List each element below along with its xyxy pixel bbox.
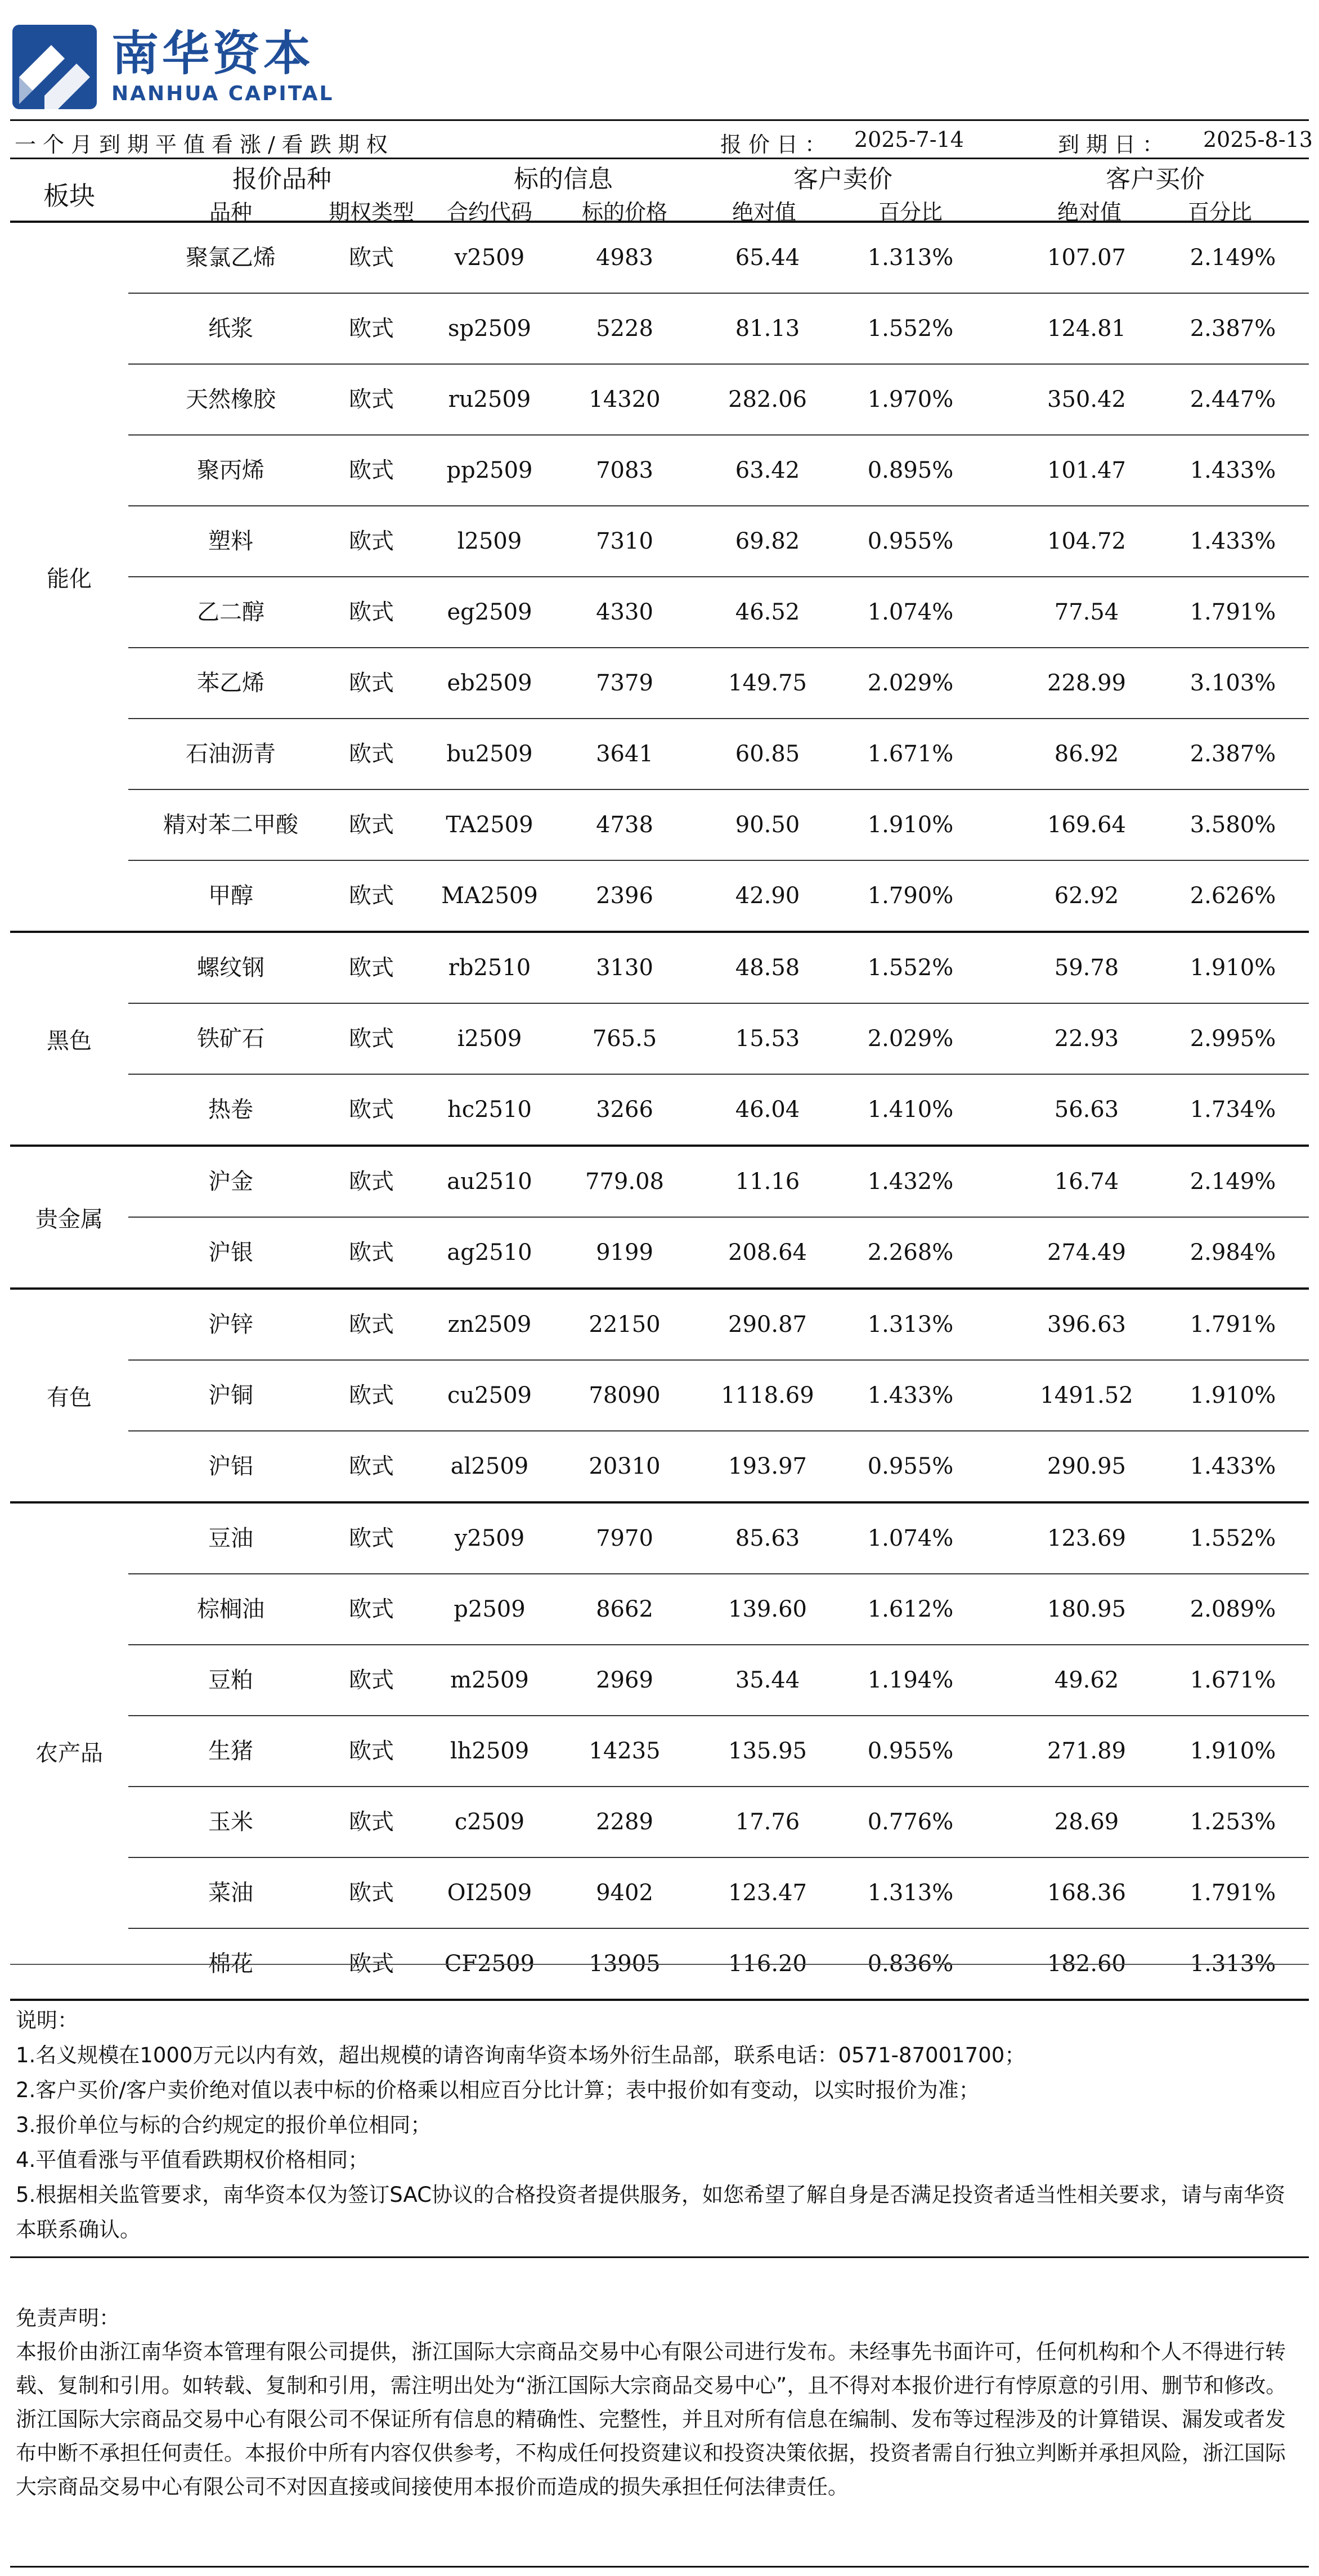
cell-option-type: 欧式	[349, 316, 394, 342]
cell-contract-code: y2509	[454, 1525, 525, 1551]
cell-sell-abs: 42.90	[735, 883, 800, 909]
cell-option-type: 欧式	[349, 1880, 394, 1906]
cell-option-type: 欧式	[349, 670, 394, 696]
cell-option-type: 欧式	[349, 599, 394, 625]
cell-sell-pct: 1.074%	[867, 1525, 954, 1551]
cell-sell-pct: 1.970%	[867, 387, 954, 412]
note-item: 4.平值看涨与平值看跌期权价格相同；	[16, 2148, 369, 2172]
cell-sell-pct: 1.194%	[867, 1667, 954, 1693]
table-row	[128, 1431, 1309, 1501]
cell-underlying-price: 4738	[596, 812, 653, 838]
top-rule	[10, 119, 1309, 121]
cell-buy-abs: 1491.52	[1040, 1383, 1133, 1408]
cell-contract-code: ru2509	[448, 387, 531, 412]
cell-underlying-price: 20310	[589, 1453, 661, 1479]
cell-buy-pct: 1.910%	[1190, 1383, 1276, 1408]
cell-sell-pct: 1.910%	[867, 812, 954, 838]
cell-underlying-price: 7083	[596, 457, 653, 483]
cell-sell-abs: 15.53	[735, 1026, 800, 1052]
cell-variety: 天然橡胶	[186, 387, 276, 412]
table-row	[128, 648, 1309, 719]
cell-buy-pct: 1.253%	[1190, 1809, 1276, 1835]
cell-buy-abs: 22.93	[1054, 1026, 1119, 1052]
header-sell-pct: 百分比	[878, 200, 943, 225]
table-bottom-spacer	[10, 1964, 1309, 1965]
cell-option-type: 欧式	[349, 741, 394, 767]
cell-underlying-price: 7310	[596, 528, 653, 554]
cell-underlying-price: 8662	[596, 1596, 653, 1622]
cell-variety: 沪银	[208, 1240, 253, 1265]
cell-buy-abs: 86.92	[1054, 741, 1119, 767]
table-row	[128, 436, 1309, 506]
sector-label: 能化	[47, 566, 92, 592]
cell-buy-abs: 28.69	[1054, 1809, 1119, 1835]
cell-buy-pct: 1.433%	[1190, 1453, 1276, 1479]
cell-buy-abs: 123.69	[1047, 1525, 1126, 1551]
cell-underlying-price: 4330	[596, 599, 653, 625]
cell-option-type: 欧式	[349, 1026, 394, 1052]
note-item: 1.名义规模在1000万元以内有效，超出规模的请咨询南华资本场外衍生品部，联系电话：0571-87001700；	[16, 2043, 1026, 2067]
cell-buy-abs: 271.89	[1047, 1738, 1126, 1764]
cell-sell-pct: 2.029%	[867, 1026, 954, 1052]
cell-buy-abs: 124.81	[1047, 316, 1126, 342]
cell-buy-pct: 1.734%	[1190, 1097, 1276, 1123]
note-item: 5.根据相关监管要求，南华资本仅为签订SAC协议的合格投资者提供服务，如您希望了解自身是否满足投资者适当性相关要求，请与南华资本联系确认。	[16, 2183, 1285, 2242]
cell-sell-abs: 193.97	[728, 1453, 807, 1479]
cell-sell-abs: 282.06	[728, 387, 807, 412]
cell-buy-pct: 1.910%	[1190, 1738, 1276, 1764]
cell-buy-pct: 2.387%	[1190, 316, 1276, 342]
brand-name-cn: 南华资本	[111, 26, 315, 81]
header-buy-pct: 百分比	[1187, 200, 1253, 225]
cell-buy-abs: 77.54	[1054, 599, 1119, 625]
notes-rule	[10, 2256, 1309, 2258]
cell-contract-code: CF2509	[444, 1951, 535, 1977]
cell-sell-abs: 60.85	[735, 741, 800, 767]
cell-underlying-price: 3641	[596, 741, 653, 767]
disclaimer-text: 本报价由浙江南华资本管理有限公司提供，浙江国际大宗商品交易中心有限公司进行发布。未经事先书面许可，任何机构和个人不得进行转载、复制和引用。如转载、复制和引用，需注明出处为“浙江国际大宗商品交易中心”，且不得对本报价进行有悖原意的引用、删节和修改。浙江国际大宗商品交易中心有限公司不保证所有信息的精确性、完整性，并且对所有信息在编制、发布等过程涉及的计算错误、漏发或者发布中断不承担任何责任。本报价中所有内容仅供参考，不构成任何投资建议和投资决策依据，投资者需自行独立判断并承担风险，浙江国际大宗商品交易中心有限公司不对因直接或间接使用本报价而造成的损失承担任何法律责任。	[16, 2340, 1287, 2499]
cell-buy-abs: 168.36	[1047, 1880, 1126, 1906]
cell-buy-abs: 228.99	[1047, 670, 1126, 696]
cell-underlying-price: 2289	[596, 1809, 653, 1835]
cell-option-type: 欧式	[349, 528, 394, 554]
cell-option-type: 欧式	[349, 1596, 394, 1622]
cell-sell-abs: 208.64	[728, 1240, 807, 1265]
cell-underlying-price: 2396	[596, 883, 653, 909]
cell-contract-code: c2509	[454, 1809, 525, 1835]
cell-contract-code: p2509	[454, 1596, 526, 1622]
quote-date: 2025-7-14	[854, 127, 964, 152]
cell-sell-pct: 0.955%	[867, 528, 954, 554]
cell-option-type: 欧式	[349, 955, 394, 981]
bottom-rule	[10, 2566, 1309, 2568]
cell-contract-code: TA2509	[446, 812, 533, 838]
cell-buy-pct: 1.552%	[1190, 1525, 1276, 1551]
cell-underlying-price: 765.5	[592, 1026, 657, 1052]
cell-sell-abs: 11.16	[735, 1169, 800, 1195]
cell-buy-abs: 107.07	[1047, 245, 1126, 271]
cell-buy-pct: 1.910%	[1190, 955, 1276, 981]
cell-option-type: 欧式	[349, 1240, 394, 1265]
cell-variety: 铁矿石	[197, 1026, 264, 1052]
cell-buy-abs: 62.92	[1054, 883, 1119, 909]
product-title: 一个月到期平值看涨/看跌期权	[15, 132, 394, 157]
cell-contract-code: al2509	[450, 1453, 529, 1479]
table-row	[128, 1218, 1309, 1287]
cell-contract-code: zn2509	[447, 1312, 532, 1338]
cell-buy-pct: 3.103%	[1190, 670, 1276, 696]
cell-contract-code: eb2509	[447, 670, 532, 696]
cell-option-type: 欧式	[349, 1809, 394, 1835]
cell-buy-pct: 2.149%	[1190, 1169, 1276, 1195]
cell-buy-pct: 2.089%	[1190, 1596, 1276, 1622]
expiry-date: 2025-8-13	[1203, 127, 1313, 152]
cell-underlying-price: 2969	[596, 1667, 653, 1693]
cell-sell-pct: 0.836%	[867, 1951, 954, 1977]
table-row	[128, 223, 1309, 294]
cell-variety: 豆油	[208, 1525, 253, 1551]
cell-variety: 精对苯二甲酸	[163, 812, 298, 838]
cell-variety: 沪铜	[208, 1383, 253, 1408]
table-row	[128, 365, 1309, 436]
cell-option-type: 欧式	[349, 387, 394, 412]
cell-sell-pct: 1.612%	[867, 1596, 954, 1622]
cell-sell-pct: 1.313%	[867, 1880, 954, 1906]
header-group-buy: 客户买价	[1106, 165, 1205, 194]
cell-contract-code: lh2509	[450, 1738, 530, 1764]
cell-underlying-price: 3130	[596, 955, 653, 981]
cell-buy-pct: 2.387%	[1190, 741, 1276, 767]
table-row	[128, 1147, 1309, 1218]
cell-sell-abs: 85.63	[735, 1525, 800, 1551]
table-row	[128, 1504, 1309, 1574]
cell-variety: 沪铝	[208, 1453, 253, 1479]
table-row	[128, 1004, 1309, 1075]
cell-sell-pct: 1.313%	[867, 1312, 954, 1338]
cell-underlying-price: 3266	[596, 1097, 653, 1123]
cell-buy-pct: 1.791%	[1190, 1312, 1276, 1338]
cell-sell-pct: 1.432%	[867, 1169, 954, 1195]
cell-option-type: 欧式	[349, 1667, 394, 1693]
cell-buy-pct: 1.671%	[1190, 1667, 1276, 1693]
cell-sell-abs: 123.47	[728, 1880, 807, 1906]
cell-variety: 螺纹钢	[197, 955, 264, 981]
cell-contract-code: sp2509	[448, 316, 531, 342]
header-option-type: 期权类型	[328, 200, 415, 225]
header-sector: 板块	[43, 181, 95, 211]
cell-option-type: 欧式	[349, 883, 394, 909]
table-header	[10, 159, 1309, 225]
cell-sell-pct: 1.671%	[867, 741, 954, 767]
quote-table	[10, 223, 1309, 2001]
table-row	[128, 1858, 1309, 1929]
table-row	[128, 861, 1309, 931]
cell-variety: 玉米	[208, 1809, 253, 1835]
cell-contract-code: OI2509	[447, 1880, 532, 1906]
sector-group	[10, 1147, 1309, 1290]
cell-sell-pct: 1.433%	[867, 1383, 954, 1408]
cell-variety: 纸浆	[208, 316, 253, 342]
cell-contract-code: MA2509	[441, 883, 538, 909]
cell-sell-pct: 0.955%	[867, 1453, 954, 1479]
cell-buy-abs: 180.95	[1047, 1596, 1126, 1622]
header-contract-code: 合约代码	[446, 200, 533, 225]
cell-buy-pct: 1.433%	[1190, 528, 1276, 554]
cell-variety: 豆粕	[208, 1667, 253, 1693]
sector-label: 黑色	[47, 1027, 92, 1054]
cell-buy-abs: 16.74	[1054, 1169, 1119, 1195]
header-group-sell: 客户卖价	[793, 165, 892, 194]
disclaimer-title: 免责声明：	[16, 2306, 120, 2330]
cell-buy-abs: 101.47	[1047, 457, 1126, 483]
cell-option-type: 欧式	[349, 245, 394, 271]
cell-contract-code: au2510	[447, 1169, 532, 1195]
cell-option-type: 欧式	[349, 1097, 394, 1123]
cell-option-type: 欧式	[349, 1312, 394, 1338]
notes-title: 说明：	[16, 2008, 78, 2032]
cell-sell-abs: 46.52	[735, 599, 800, 625]
sector-group	[10, 1504, 1309, 2001]
cell-sell-abs: 116.20	[728, 1951, 807, 1977]
cell-underlying-price: 9402	[596, 1880, 653, 1906]
cell-sell-pct: 1.410%	[867, 1097, 954, 1123]
cell-variety: 石油沥青	[186, 741, 276, 767]
header-buy-abs: 绝对值	[1057, 200, 1122, 225]
cell-variety: 聚氯乙烯	[186, 245, 276, 271]
sector-label: 农产品	[35, 1740, 103, 1766]
cell-contract-code: m2509	[450, 1667, 529, 1693]
cell-sell-abs: 135.95	[728, 1738, 807, 1764]
cell-contract-code: hc2510	[447, 1097, 532, 1123]
cell-underlying-price: 9199	[596, 1240, 653, 1265]
table-row	[128, 506, 1309, 577]
cell-option-type: 欧式	[349, 1525, 394, 1551]
cell-sell-abs: 46.04	[735, 1097, 800, 1123]
cell-buy-abs: 56.63	[1054, 1097, 1119, 1123]
note-item: 3.报价单位与标的合约规定的报价单位相同；	[16, 2113, 432, 2137]
cell-underlying-price: 7970	[596, 1525, 653, 1551]
cell-contract-code: cu2509	[447, 1383, 532, 1408]
cell-variety: 塑料	[208, 528, 253, 554]
cell-buy-pct: 2.149%	[1190, 245, 1276, 271]
cell-contract-code: ag2510	[447, 1240, 532, 1265]
header-variety: 品种	[209, 200, 253, 225]
cell-underlying-price: 14320	[589, 387, 661, 412]
expiry-date-label: 到期日：	[1058, 132, 1171, 157]
brand-logo	[12, 25, 334, 109]
cell-buy-pct: 1.433%	[1190, 457, 1276, 483]
cell-variety: 乙二醇	[197, 599, 264, 625]
cell-contract-code: i2509	[457, 1026, 522, 1052]
cell-sell-pct: 2.268%	[867, 1240, 954, 1265]
nanhua-logo-icon	[12, 25, 97, 109]
cell-sell-abs: 81.13	[735, 316, 800, 342]
table-row	[128, 1075, 1309, 1145]
cell-sell-abs: 149.75	[728, 670, 807, 696]
table-row	[128, 1290, 1309, 1361]
header-group-underlying: 标的信息	[514, 165, 613, 194]
cell-option-type: 欧式	[349, 1738, 394, 1764]
cell-underlying-price: 78090	[589, 1383, 661, 1408]
cell-buy-abs: 49.62	[1054, 1667, 1119, 1693]
cell-sell-abs: 48.58	[735, 955, 800, 981]
cell-contract-code: pp2509	[446, 457, 533, 483]
table-row	[128, 577, 1309, 648]
cell-buy-pct: 2.984%	[1190, 1240, 1276, 1265]
cell-variety: 棉花	[208, 1951, 253, 1977]
cell-underlying-price: 7379	[596, 670, 653, 696]
cell-contract-code: l2509	[457, 528, 522, 554]
cell-underlying-price: 779.08	[585, 1169, 664, 1195]
sector-group	[10, 933, 1309, 1147]
cell-variety: 甲醇	[208, 883, 253, 909]
cell-variety: 生猪	[208, 1738, 253, 1764]
cell-sell-abs: 90.50	[735, 812, 800, 838]
cell-variety: 热卷	[208, 1097, 253, 1123]
cell-underlying-price: 22150	[589, 1312, 661, 1338]
sector-label: 贵金属	[35, 1206, 103, 1232]
table-row	[128, 1645, 1309, 1716]
table-row	[128, 1574, 1309, 1645]
cell-buy-pct: 1.791%	[1190, 1880, 1276, 1906]
header-sell-abs: 绝对值	[732, 200, 797, 225]
note-item: 2.客户买价/客户卖价绝对值以表中标的价格乘以相应百分比计算；表中报价如有变动，以实时报价为准；	[16, 2078, 980, 2102]
cell-underlying-price: 13905	[589, 1951, 661, 1977]
cell-sell-pct: 1.074%	[867, 599, 954, 625]
cell-option-type: 欧式	[349, 1383, 394, 1408]
cell-sell-abs: 290.87	[728, 1312, 807, 1338]
cell-sell-pct: 2.029%	[867, 670, 954, 696]
cell-sell-pct: 1.552%	[867, 316, 954, 342]
cell-buy-pct: 3.580%	[1190, 812, 1276, 838]
cell-buy-abs: 290.95	[1047, 1453, 1126, 1479]
sector-group	[10, 1290, 1309, 1504]
sector-label: 有色	[47, 1384, 92, 1411]
cell-contract-code: v2509	[454, 245, 525, 271]
cell-variety: 沪金	[208, 1169, 253, 1195]
cell-underlying-price: 14235	[589, 1738, 661, 1764]
cell-sell-pct: 0.955%	[867, 1738, 954, 1764]
table-row	[128, 1361, 1309, 1431]
cell-contract-code: eg2509	[447, 599, 532, 625]
cell-sell-abs: 17.76	[735, 1809, 800, 1835]
notes-section	[16, 2003, 1303, 2247]
cell-buy-abs: 350.42	[1047, 387, 1126, 412]
cell-buy-pct: 2.995%	[1190, 1026, 1276, 1052]
cell-sell-abs: 63.42	[735, 457, 800, 483]
table-row	[128, 790, 1309, 861]
cell-contract-code: rb2510	[448, 955, 531, 981]
disclaimer-section	[16, 2301, 1303, 2504]
quote-date-label: 报价日：	[720, 132, 833, 157]
cell-option-type: 欧式	[349, 1169, 394, 1195]
cell-option-type: 欧式	[349, 457, 394, 483]
cell-buy-abs: 396.63	[1047, 1312, 1126, 1338]
quote-info-bar	[10, 125, 1313, 158]
table-row	[128, 294, 1309, 365]
cell-sell-abs: 35.44	[735, 1667, 800, 1693]
cell-underlying-price: 5228	[596, 316, 653, 342]
cell-variety: 苯乙烯	[197, 670, 264, 696]
cell-buy-abs: 274.49	[1047, 1240, 1126, 1265]
cell-sell-abs: 1118.69	[721, 1383, 814, 1408]
cell-sell-pct: 1.552%	[867, 955, 954, 981]
brand-name-en: NANHUA CAPITAL	[111, 82, 334, 105]
header-underlying-price: 标的价格	[581, 200, 668, 225]
table-row	[128, 719, 1309, 790]
table-row	[128, 1716, 1309, 1787]
cell-buy-abs: 169.64	[1047, 812, 1126, 838]
sector-group	[10, 223, 1309, 933]
cell-sell-pct: 0.895%	[867, 457, 954, 483]
cell-option-type: 欧式	[349, 812, 394, 838]
cell-underlying-price: 4983	[596, 245, 653, 271]
cell-buy-abs: 59.78	[1054, 955, 1119, 981]
cell-variety: 棕榈油	[197, 1596, 264, 1622]
cell-contract-code: bu2509	[446, 741, 533, 767]
cell-sell-abs: 65.44	[735, 245, 800, 271]
cell-variety: 聚丙烯	[197, 457, 264, 483]
cell-sell-pct: 1.790%	[867, 883, 954, 909]
cell-variety: 沪锌	[208, 1312, 253, 1338]
cell-buy-pct: 1.791%	[1190, 599, 1276, 625]
table-row	[128, 933, 1309, 1004]
cell-buy-abs: 182.60	[1047, 1951, 1126, 1977]
cell-sell-pct: 0.776%	[867, 1809, 954, 1835]
cell-buy-pct: 2.626%	[1190, 883, 1276, 909]
cell-sell-pct: 1.313%	[867, 245, 954, 271]
cell-option-type: 欧式	[349, 1951, 394, 1977]
table-row	[128, 1787, 1309, 1858]
cell-buy-pct: 1.313%	[1190, 1951, 1276, 1977]
cell-buy-abs: 104.72	[1047, 528, 1126, 554]
cell-sell-abs: 139.60	[728, 1596, 807, 1622]
cell-option-type: 欧式	[349, 1453, 394, 1479]
cell-buy-pct: 2.447%	[1190, 387, 1276, 412]
header-group-product: 报价品种	[232, 165, 331, 194]
cell-sell-abs: 69.82	[735, 528, 800, 554]
cell-variety: 菜油	[208, 1880, 253, 1906]
